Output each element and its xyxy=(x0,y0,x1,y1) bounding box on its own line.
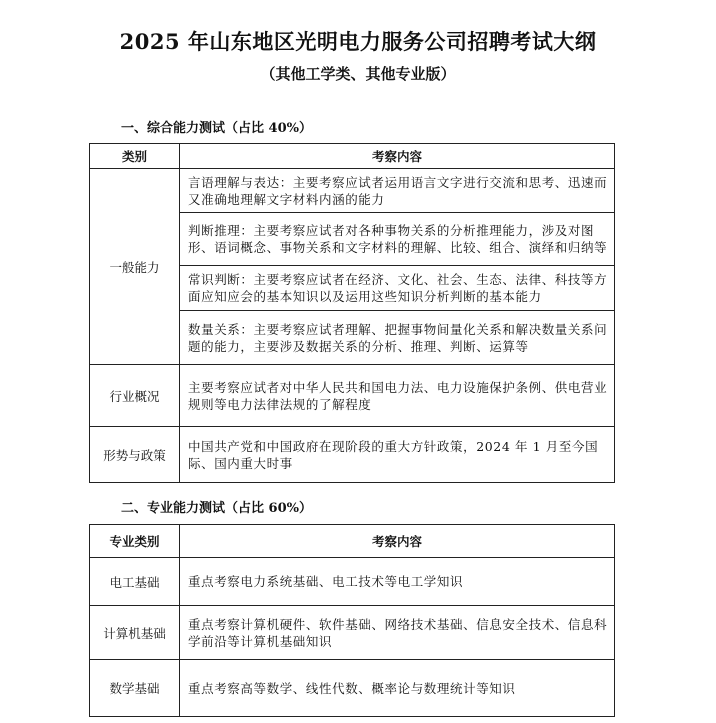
column-header-category: 类别 xyxy=(90,144,180,169)
content-cell-industry: 主要考察应试者对中华人民共和国电力法、电力设施保护条例、供电营业规则等电力法律法规的了解程度 xyxy=(180,365,615,427)
document-subtitle: （其他工学类、其他专业版） xyxy=(260,65,456,83)
content-cell-math: 重点考察高等数学、线性代数、概率论与数理统计等知识 xyxy=(180,660,615,717)
table-header-row xyxy=(90,525,615,558)
category-cell-electrical: 电工基础 xyxy=(90,558,180,606)
category-cell-computer: 计算机基础 xyxy=(90,606,180,660)
content-cell-reasoning: 判断推理：主要考察应试者对各种事物关系的分析推理能力，涉及对图形、语词概念、事物关系和文字材料的理解、比较、组合、演绎和归纳等 xyxy=(180,213,615,266)
section-heading-general-ability: 一、综合能力测试（占比 40%） xyxy=(121,121,312,136)
content-cell-policy: 中国共产党和中国政府在现阶段的重大方针政策，2024 年 1 月至今国际、国内重大时事 xyxy=(180,427,615,483)
general-ability-table xyxy=(89,143,615,483)
table-row xyxy=(90,365,615,427)
table-header-row xyxy=(90,144,615,169)
table-row xyxy=(90,169,615,213)
category-cell-general: 一般能力 xyxy=(90,169,180,365)
table-row xyxy=(90,427,615,483)
section-heading-professional-ability: 二、专业能力测试（占比 60%） xyxy=(121,501,312,516)
professional-ability-table xyxy=(89,524,615,717)
category-cell-math: 数学基础 xyxy=(90,660,180,717)
content-cell-quantitative: 数量关系：主要考察应试者理解、把握事物间量化关系和解决数量关系问题的能力，主要涉及数据关系的分析、推理、判断、运算等 xyxy=(180,311,615,365)
column-header-major-category: 专业类别 xyxy=(90,525,180,558)
table-row xyxy=(90,660,615,717)
table-row xyxy=(90,558,615,606)
content-cell-electrical: 重点考察电力系统基础、电工技术等电工学知识 xyxy=(180,558,615,606)
column-header-content: 考察内容 xyxy=(180,144,615,169)
category-cell-policy: 形势与政策 xyxy=(90,427,180,483)
content-cell-common-sense: 常识判断：主要考察应试者在经济、文化、社会、生态、法律、科技等方面应知应会的基本知识以及运用这些知识分析判断的基本能力 xyxy=(180,266,615,311)
category-cell-industry: 行业概况 xyxy=(90,365,180,427)
document-title: 2025 年山东地区光明电力服务公司招聘考试大纲 xyxy=(119,29,597,54)
table-row xyxy=(90,606,615,660)
content-cell-verbal: 言语理解与表达：主要考察应试者运用语言文字进行交流和思考、迅速而又准确地理解文字材料内涵的能力 xyxy=(180,169,615,213)
column-header-content: 考察内容 xyxy=(180,525,615,558)
content-cell-computer: 重点考察计算机硬件、软件基础、网络技术基础、信息安全技术、信息科学前沿等计算机基础知识 xyxy=(180,606,615,660)
